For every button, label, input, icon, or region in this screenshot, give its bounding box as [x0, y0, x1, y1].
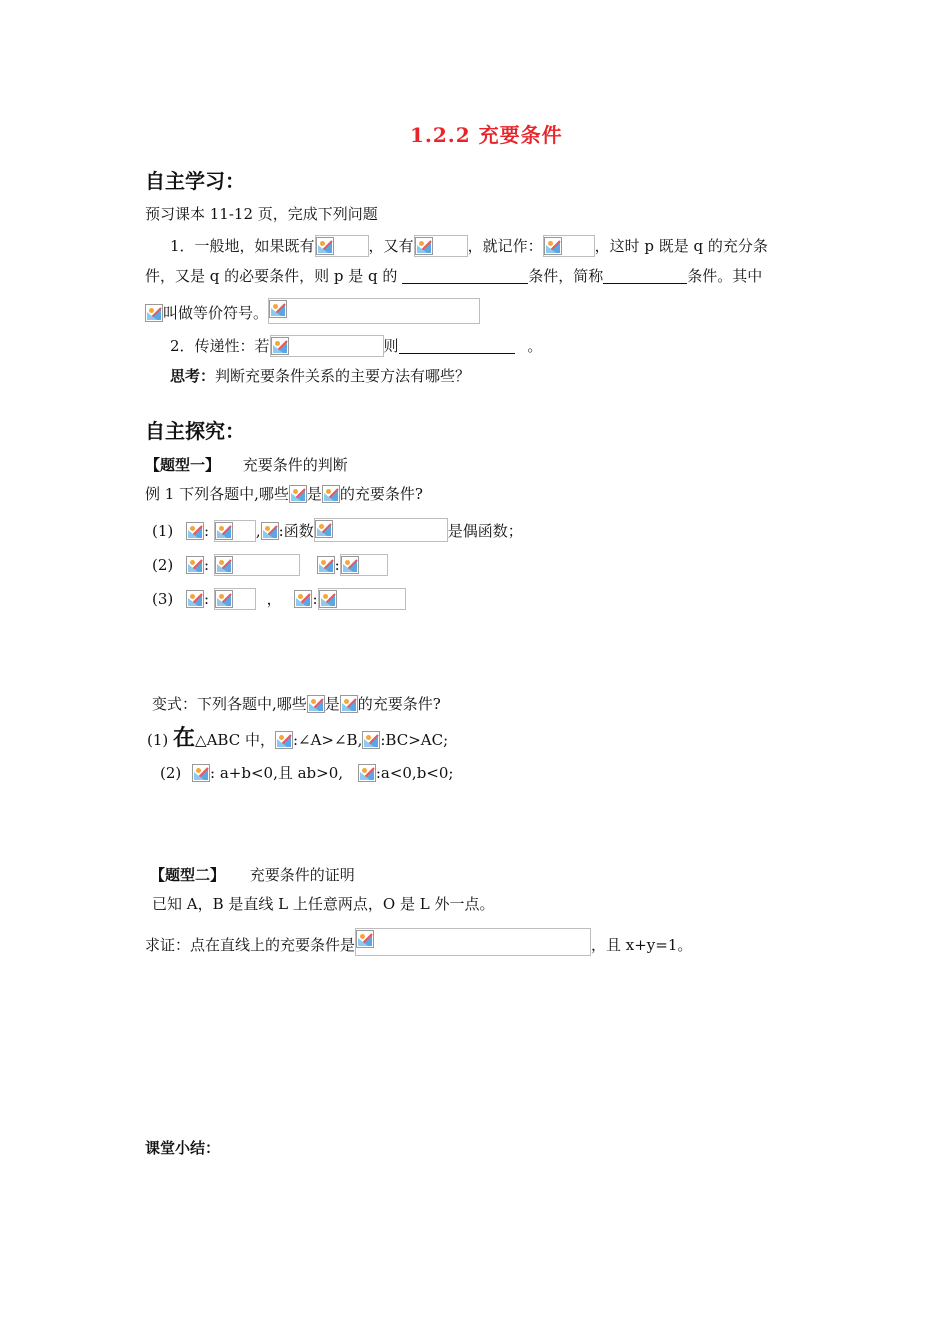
formula-box: [314, 518, 448, 542]
formula-image-icon: [261, 522, 279, 540]
formula-box: [268, 298, 480, 324]
item2-text-a: 2．传递性：若: [170, 337, 270, 355]
type2-heading: [150, 865, 355, 885]
formula-image-icon: [319, 590, 337, 608]
formula-image-icon: [316, 237, 334, 255]
formula-box: [315, 235, 369, 257]
section-heading-self-explore: 自主探究：: [145, 419, 245, 443]
item2-text-b: 则: [383, 337, 399, 355]
problem2-num: (2): [152, 556, 174, 574]
example1-end: 的充要条件?: [339, 485, 423, 503]
problem3-colon: :: [204, 590, 210, 608]
type2-prove-text: 求证：点在直线上的充要条件是: [145, 936, 356, 954]
summary-label: 课堂小结：: [145, 1139, 221, 1157]
problem1-q: :函数: [278, 522, 314, 540]
formula-image-icon: [415, 237, 433, 255]
problem1-end: 是偶函数；: [447, 522, 523, 540]
formula-box: [214, 520, 256, 542]
formula-image-icon: [215, 522, 233, 540]
formula-image-icon: [356, 930, 374, 948]
type2-label: 【题型二】: [150, 866, 226, 884]
intro-text: 预习课本 11-12 页，完成下列问题: [145, 205, 378, 223]
formula-image-icon: [307, 695, 325, 713]
formula-image-icon: [186, 522, 204, 540]
answer-blank[interactable]: [603, 267, 687, 284]
item2-text-c: 。: [527, 337, 543, 355]
formula-image-icon: [275, 731, 293, 749]
formula-box: [340, 554, 388, 576]
variant-intro-mid: 是: [324, 695, 340, 713]
type1-title: 充要条件的判断: [242, 456, 348, 474]
type2-prove-line: [145, 928, 692, 956]
type2-title: 充要条件的证明: [249, 866, 355, 884]
formula-image-icon: [544, 237, 562, 255]
variant2-line: [160, 763, 453, 783]
variant2-text-a: : a+b<0,且 ab>0,: [210, 764, 344, 782]
variant-intro-end: 的充要条件?: [357, 695, 441, 713]
type2-given: 已知 A，B 是直线 L 上任意两点，O 是 L 外一点。: [152, 895, 495, 913]
type1-label: 【题型一】: [145, 456, 221, 474]
formula-box: [270, 335, 384, 357]
page-title: 1.2.2 充要条件: [410, 123, 563, 147]
formula-image-icon: [294, 590, 312, 608]
formula-box: [214, 588, 256, 610]
item1-text-h: 叫做等价符号。: [163, 304, 269, 322]
formula-image-icon: [269, 300, 287, 318]
variant1-text-a: △ABC 中，: [195, 731, 275, 749]
formula-image-icon: [289, 485, 307, 503]
formula-image-icon: [362, 731, 380, 749]
problem3-num: (3): [152, 590, 174, 608]
formula-image-icon: [145, 304, 163, 322]
type1-heading: [145, 455, 348, 475]
item1-text-f: 条件，简称: [528, 267, 604, 285]
formula-image-icon: [215, 556, 233, 574]
example1-line: [145, 484, 423, 504]
problem2-colon2: :: [334, 556, 340, 574]
variant-intro: [152, 694, 441, 714]
item1-line3: [145, 298, 480, 324]
formula-box: [543, 235, 595, 257]
problem3-line: [152, 588, 406, 610]
variant1-text-c: :BC>AC;: [380, 731, 449, 749]
item1-line2: [145, 266, 762, 286]
variant-intro-text: 变式：下列各题中,哪些: [152, 695, 307, 713]
problem2-line: [152, 554, 388, 576]
formula-image-icon: [317, 556, 335, 574]
item1-text-c: ，就记作：: [467, 237, 543, 255]
formula-image-icon: [215, 590, 233, 608]
item1-text-a: 1．一般地，如果既有: [170, 237, 315, 255]
problem1-comma: ,: [255, 522, 261, 540]
example1-text: 例 1 下列各题中,哪些: [145, 485, 289, 503]
formula-box: [214, 554, 300, 576]
item1-line1: [170, 235, 768, 257]
formula-image-icon: [186, 590, 204, 608]
section-heading-self-study: 自主学习：: [145, 169, 245, 193]
example1-mid: 是: [306, 485, 322, 503]
formula-image-icon: [340, 695, 358, 713]
think-label: 思考：: [170, 367, 216, 385]
think-line: [170, 366, 470, 386]
answer-blank[interactable]: [399, 337, 515, 354]
answer-blank[interactable]: [402, 267, 528, 284]
item1-text-g: 条件。其中: [687, 267, 763, 285]
problem2-colon: :: [204, 556, 210, 574]
think-text: 判断充要条件关系的主要方法有哪些？: [215, 367, 471, 385]
formula-image-icon: [341, 556, 359, 574]
problem1-line: [152, 518, 523, 542]
item1-text-b: ，又有: [368, 237, 414, 255]
variant1-text-b: :∠A>∠B,: [292, 731, 363, 749]
formula-box: [318, 588, 406, 610]
formula-image-icon: [271, 337, 289, 355]
formula-box: [355, 928, 591, 956]
formula-image-icon: [322, 485, 340, 503]
formula-image-icon: [192, 764, 210, 782]
item1-text-e: 件，又是 q 的必要条件，则 p 是 q 的: [145, 267, 398, 285]
item1-text-d: ，这时 p 既是 q 的充分条: [594, 237, 768, 255]
problem1-num: (1): [152, 522, 174, 540]
problem1-colon: :: [204, 522, 210, 540]
item2-line: [170, 335, 542, 357]
problem3-colon2: :: [312, 590, 318, 608]
formula-image-icon: [186, 556, 204, 574]
variant2-num: (2): [160, 764, 182, 782]
variant1-line: [147, 726, 448, 753]
problem3-comma: ，: [266, 590, 282, 608]
variant1-num: (1): [147, 731, 169, 749]
formula-image-icon: [315, 520, 333, 538]
variant2-text-b: :a<0,b<0;: [375, 764, 454, 782]
formula-box: [414, 235, 468, 257]
type2-prove-end: ，且 x+y=1。: [591, 936, 693, 954]
variant1-big-char: 在: [173, 726, 196, 751]
formula-image-icon: [358, 764, 376, 782]
